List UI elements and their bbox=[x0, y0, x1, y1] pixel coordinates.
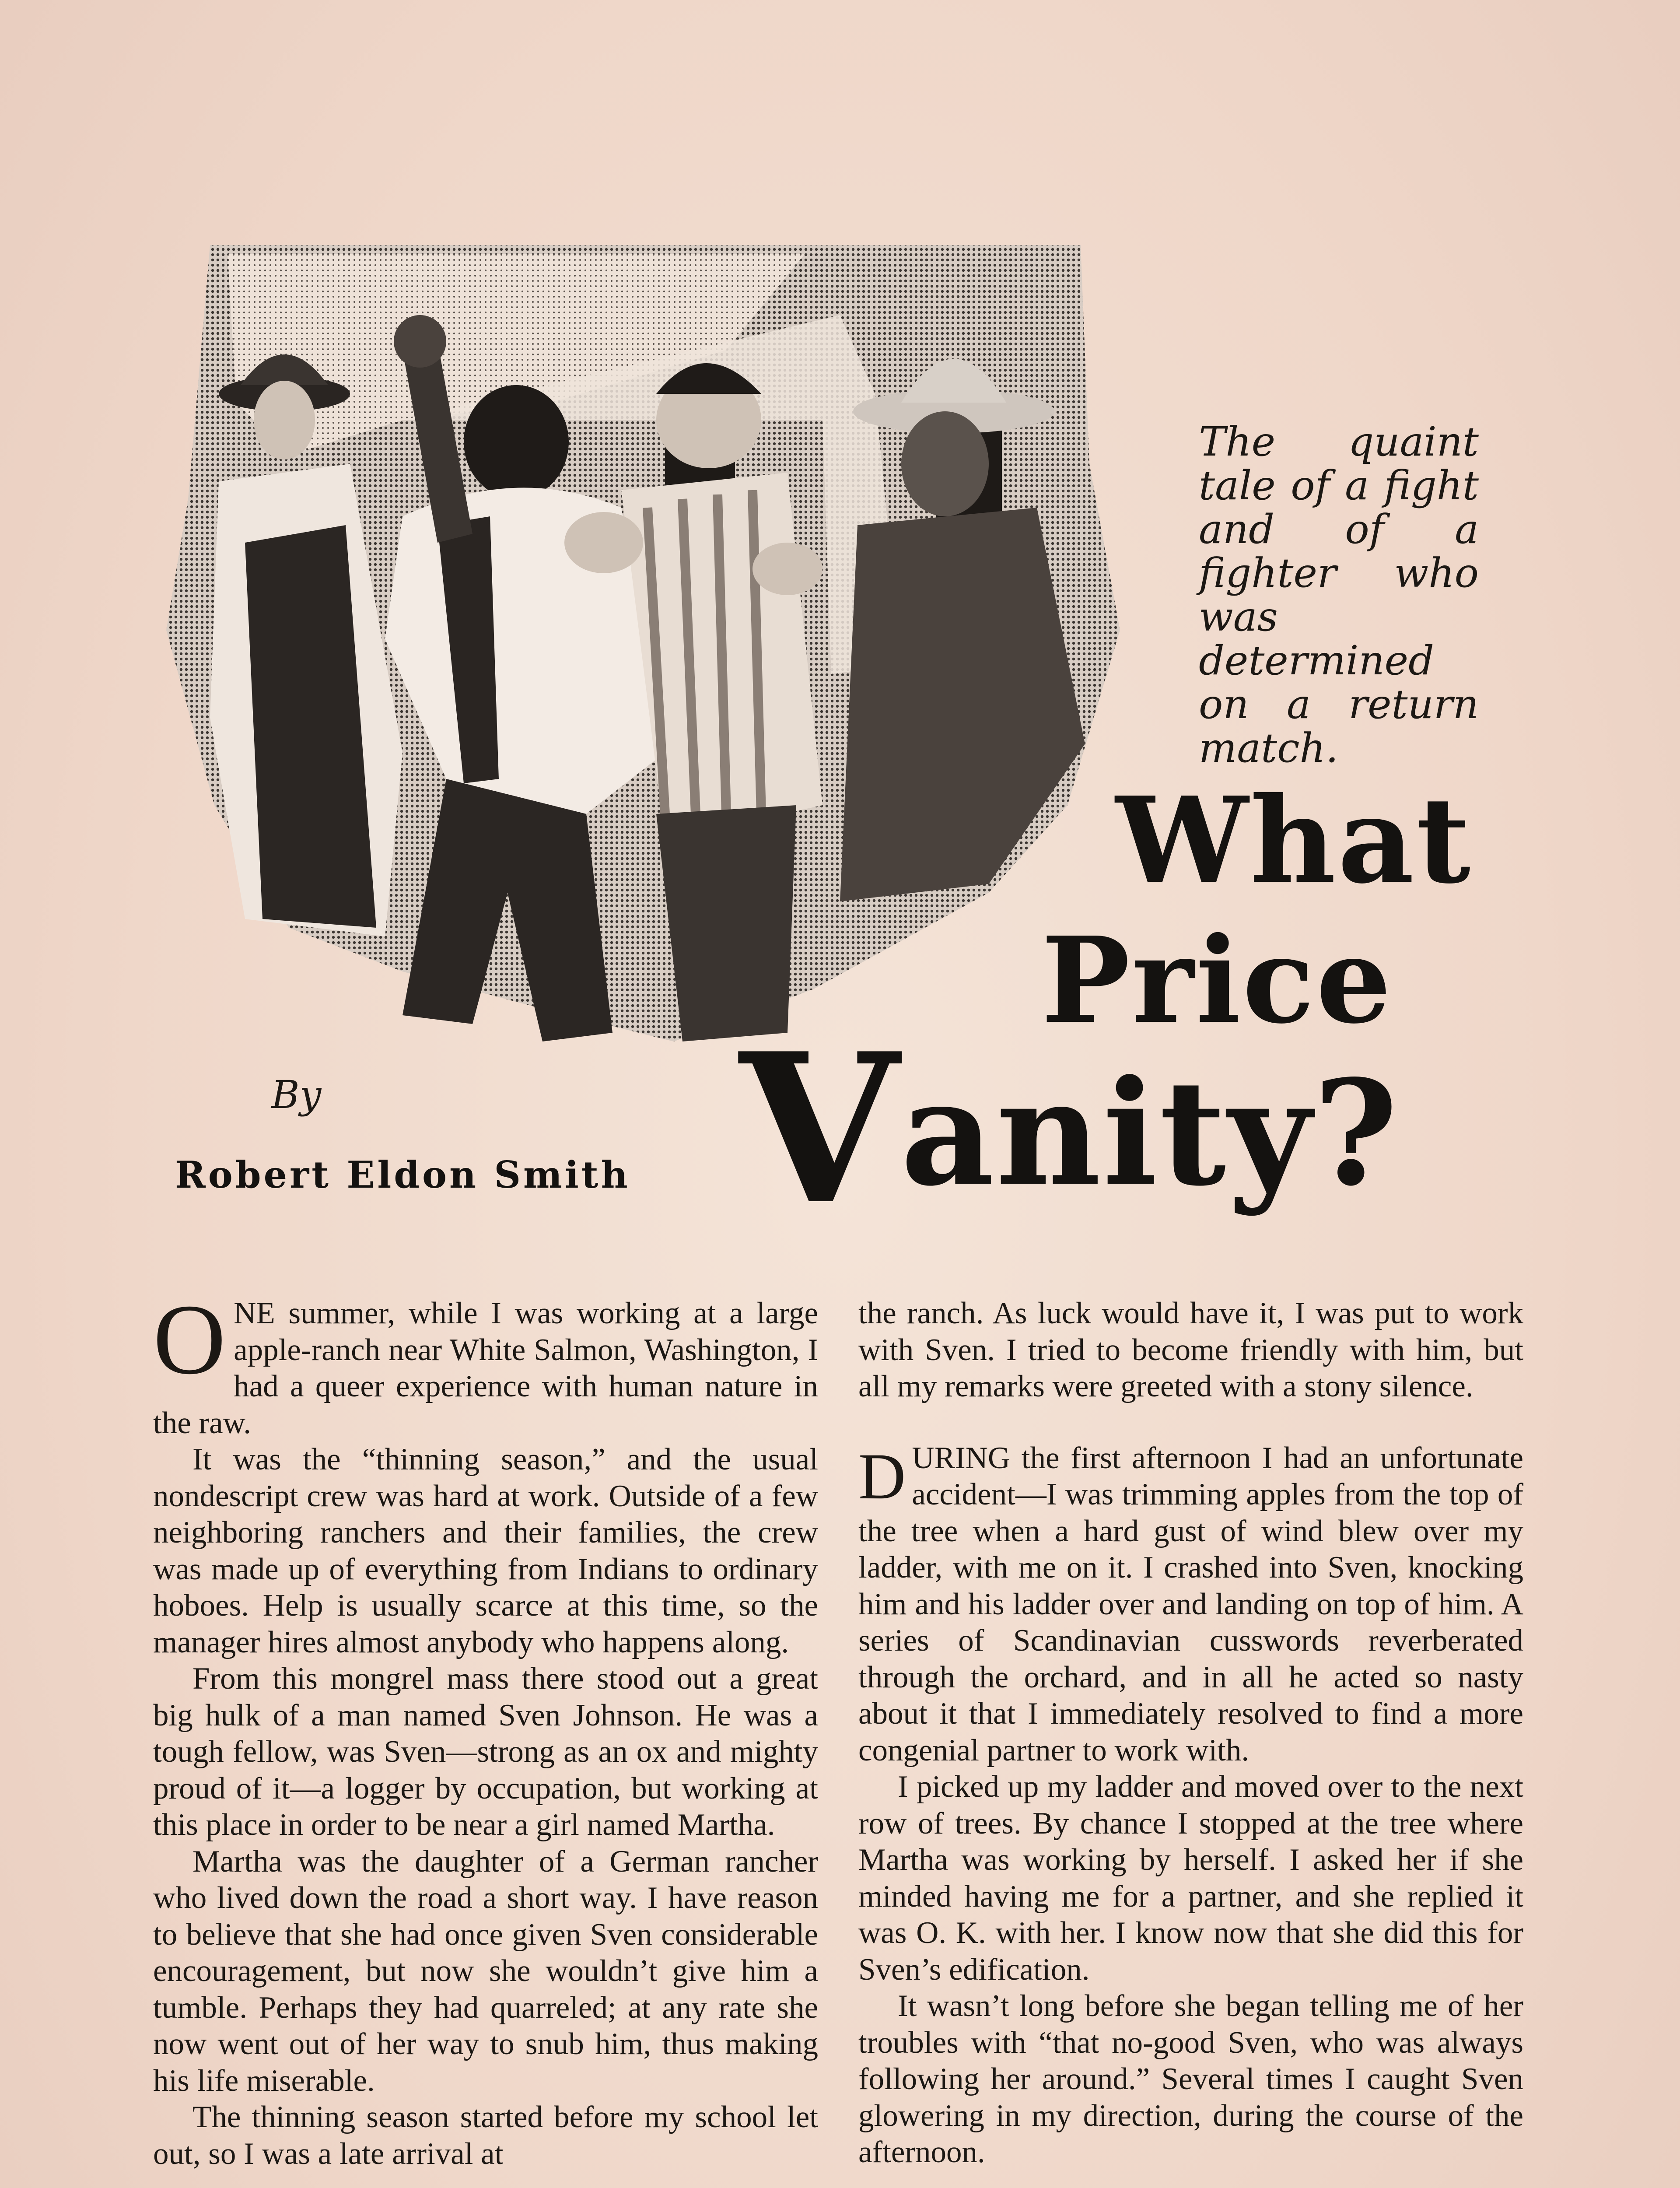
title-line-3-rest: anity? bbox=[900, 1048, 1400, 1218]
men-gathered-illustration bbox=[158, 236, 1146, 1059]
drop-cap: O bbox=[153, 1283, 226, 1395]
left-column bbox=[153, 1283, 818, 2172]
drop-cap: D bbox=[858, 1440, 906, 1513]
paragraph: Martha was the daughter of a German rancher who lived down the road a short way. I have reason to believe that she had once given Sven considerable encouragement, but now she wouldn’t give him a tumble. Perhaps they had quarreled; at any rate she now went out of her way to snub him, thus making his life miserable. bbox=[153, 1844, 818, 2098]
paragraph: the ranch. As luck would have it, I was put to work with Sven. I tried to become friendly with him, but all my remarks were greeted with a stony silence. bbox=[858, 1296, 1523, 1403]
paragraph: It was the “thinning season,” and the usual nondescript crew was hard at work. Outside of a few neighboring ranchers and their families, the crew was made up of everything from Indians to ordinary hoboes. Help is usually scarce at this time, so the manager hires almost anybody who happens along. bbox=[153, 1442, 818, 1659]
article-title-line-2: Price bbox=[1041, 911, 1393, 1050]
paragraph-text: URING the first afternoon I had an unfortunate accident—I was trimming apples from the top of the tree when a hard gust of wind blew over my ladder, with me on it. I crashed into Sven, knocking him and his ladder over and landing on top of him. A series of Scandinavian cusswords reverberated through the orchard, and in all he acted so nasty about it that I immediately resolved to find a more congenial partner to work with. bbox=[858, 1441, 1523, 1767]
article-title-line-1: What bbox=[1116, 771, 1473, 910]
byline-label: By bbox=[271, 1072, 322, 1117]
paragraph bbox=[858, 1440, 1523, 1769]
article-title-line-3 bbox=[739, 1008, 1400, 1250]
paragraph: I picked up my ladder and moved over to the next row of trees. By chance I stopped at the tree where Martha was working by herself. I asked her if she minded having me for a partner, and she replied it was O. K. with her. I know now that she did this for Sven’s edification. bbox=[858, 1770, 1523, 1987]
paragraph: From this mongrel mass there stood out a great big hulk of a man named Sven Johnson. He was a tough fellow, was Sven—strong as an ox and mighty proud of it—a logger by occupation, but working at this place in order to be near a girl named Martha. bbox=[153, 1662, 818, 1842]
paragraph: It wasn’t long before she began telling me of her troubles with “that no-good Sven, who was always following her around.” Several times I caught Sven glowering in my direction, during the course of the afternoon. bbox=[858, 1989, 1523, 2169]
section-break bbox=[858, 1405, 1523, 1440]
paragraph bbox=[153, 1283, 818, 1441]
right-column bbox=[858, 1295, 1523, 2171]
paragraph-text: NE summer, while I was working at a large apple-ranch near White Salmon, Washington, I had a queer experience with human nature in the raw. bbox=[153, 1296, 818, 1440]
author-name: Robert Eldon Smith bbox=[175, 1153, 630, 1196]
title-initial-letter: V bbox=[739, 1008, 901, 1250]
paragraph: The thinning season started before my school let out, so I was a late arrival at bbox=[153, 2100, 818, 2171]
article-tagline: The quaint tale of a fight and of a fighter who was determined on a return match. bbox=[1199, 418, 1479, 771]
